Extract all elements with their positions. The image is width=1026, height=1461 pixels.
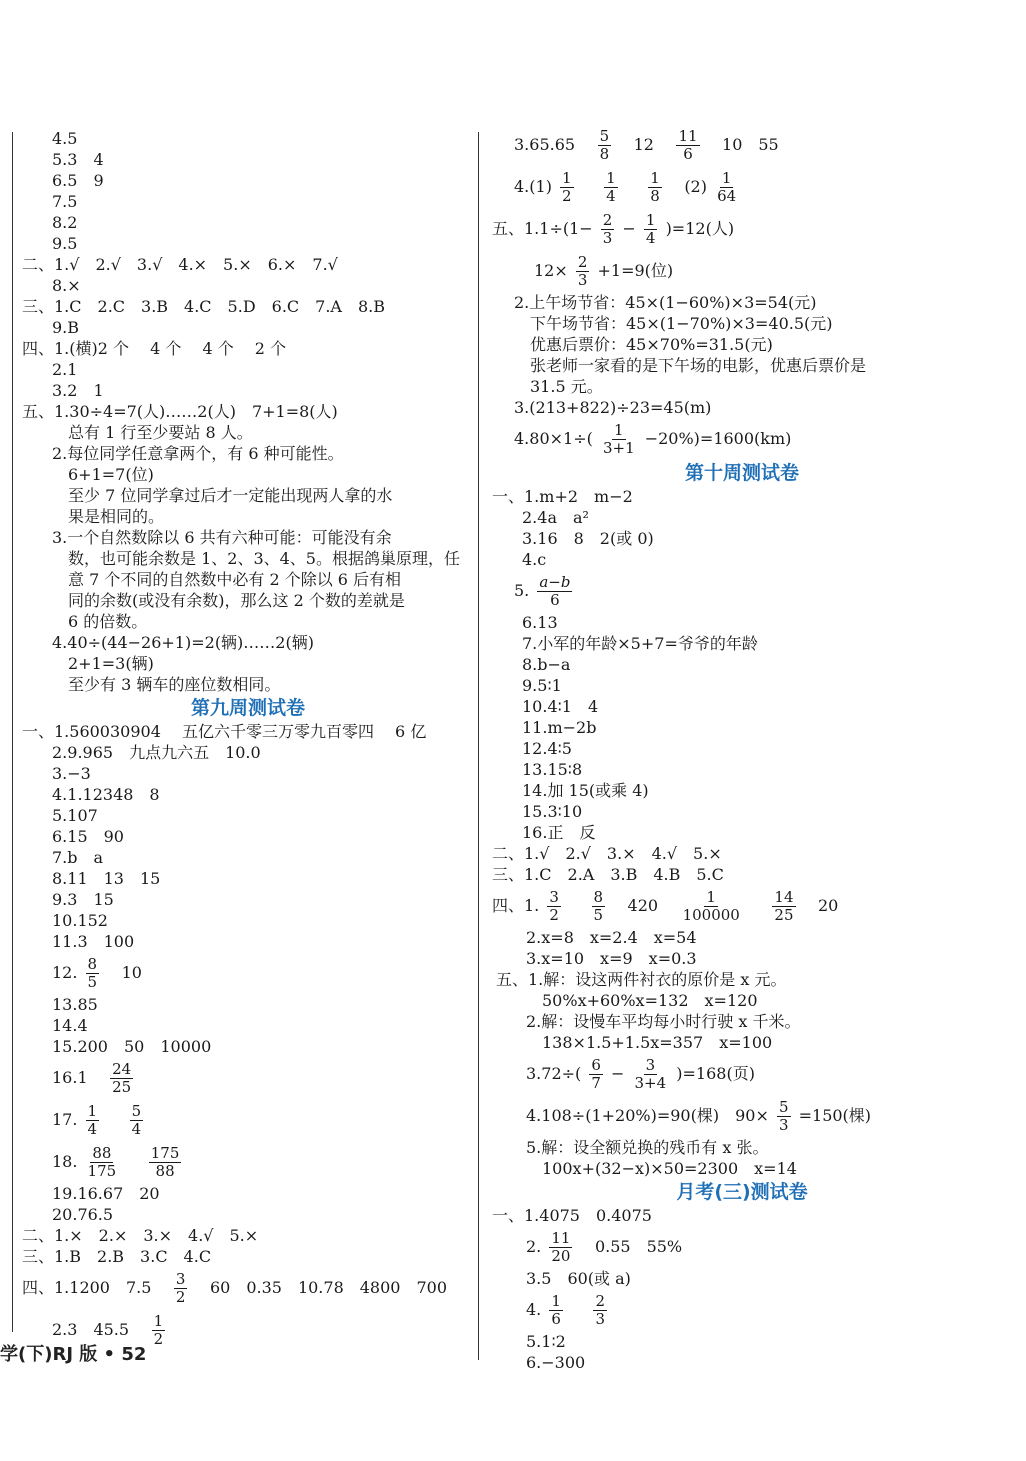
- fraction: $\frac{a-b}{6}$: [539, 573, 571, 609]
- answer-line: 15.200 50 10000: [52, 1037, 212, 1056]
- column-divider: [478, 132, 479, 1360]
- fraction: $\frac{1}{4}$: [87, 1102, 98, 1138]
- answer-line: 下午场节省：45×(1−70%)×3=40.5(元): [530, 314, 833, 333]
- week9-lines-3: [22, 1183, 474, 1267]
- answer-line: 11.3 100: [52, 932, 135, 951]
- fraction: $\frac{3}{2}$: [175, 1270, 186, 1306]
- week10-lines-4: [492, 1137, 992, 1179]
- week10-q5: 5. $\frac{a-b}{6}$: [514, 573, 571, 609]
- answer-line: 果是相同的。: [68, 507, 165, 526]
- answer-line: 4.1.12348 8: [52, 785, 160, 804]
- answer-line: 7.小军的年龄×5+7=爷爷的年龄: [522, 634, 758, 653]
- answer-line: 2.上午场节省：45×(1−60%)×3=54(元): [514, 293, 817, 312]
- fraction: $\frac{175}{88}$: [150, 1144, 180, 1180]
- answer-line: 9.B: [52, 318, 80, 337]
- fraction: $\frac{88}{175}$: [87, 1144, 117, 1180]
- answer-line: 14.加 15(或乘 4): [522, 781, 649, 800]
- answer-line: 6.13: [522, 613, 558, 632]
- answer-line: 5.解：设全额兑换的残币有 x 张。: [526, 1138, 769, 1157]
- answer-line: 5.107: [52, 806, 98, 825]
- answer-line: 6.15 90: [52, 827, 124, 846]
- answer-line: 意 7 个不同的自然数中必有 2 个除以 6 后有相: [68, 570, 402, 589]
- week10-lines-2: [492, 612, 992, 885]
- answer-line: 2.每位同学任意拿两个，有 6 种可能性。: [52, 444, 344, 463]
- answer-line: 100x+(32−x)×50=2300 x=14: [542, 1159, 797, 1178]
- fraction: $\frac{2}{3}$: [595, 1292, 606, 1328]
- answer-line: 8.×: [52, 276, 81, 295]
- fraction: $\frac{5}{8}$: [599, 127, 610, 163]
- answer-line: 2.9.965 九点九六五 10.0: [52, 743, 261, 762]
- week9-q12: 12. $\frac{8}{5}$ 10: [52, 955, 142, 991]
- answer-line: 五、1.30÷4=7(人)……2(人) 7+1=8(人): [22, 402, 338, 421]
- answer-line: 四、1.(横)2 个 4 个 4 个 2 个: [22, 339, 287, 358]
- fraction: $\frac{11}{6}$: [678, 127, 698, 163]
- monthly3-q2: 2. $\frac{11}{20}$ 0.55 55%: [526, 1229, 683, 1265]
- fraction: $\frac{1}{6}$: [551, 1292, 561, 1328]
- answer-line: 6.−300: [526, 1353, 586, 1372]
- answer-line: 3.−3: [52, 764, 91, 783]
- answer-line: 31.5 元。: [530, 377, 603, 396]
- fraction: $\frac{8}{5}$: [87, 955, 98, 991]
- answer-line: 6.5 9: [52, 171, 104, 190]
- fraction: $\frac{1}{2}$: [562, 169, 572, 205]
- week9-q17: 17. $\frac{1}{4}$ $\frac{5}{4}$: [52, 1102, 142, 1138]
- answer-line: 16.正 反: [522, 823, 596, 842]
- answer-line: 一、1.m+2 m−2: [492, 487, 633, 506]
- answer-line: 6+1=7(位): [68, 465, 154, 484]
- answer-line: 5.1∶2: [526, 1332, 566, 1351]
- fraction: $\frac{1}{8}$: [650, 169, 660, 205]
- answer-line: 50%x+60%x=132 x=120: [542, 991, 758, 1010]
- answer-line: 138×1.5+1.5x=357 x=100: [542, 1033, 773, 1052]
- answer-line: 一、1.560030904 五亿六千零三万零九百零四 6 亿: [22, 722, 427, 741]
- right-s5-q1: 五、1.1÷(1− $\frac{2}{3}$ − $\frac{1}{4}$ )=12(人): [492, 211, 735, 247]
- answer-line: 10.4∶1 4: [522, 697, 599, 716]
- left-column: [22, 128, 474, 1351]
- answer-line: 二、1.× 2.× 3.× 4.√ 5.×: [22, 1226, 259, 1245]
- answer-line: 2.4a a²: [522, 508, 589, 527]
- answer-line: 3.2 1: [52, 381, 104, 400]
- answer-line: 5.3 4: [52, 150, 104, 169]
- answer-line: 3.(213+822)÷23=45(m): [514, 398, 712, 417]
- answer-line: 总有 1 行至少要站 8 人。: [68, 423, 253, 442]
- right-q3: 3.65.65 $\frac{5}{8}$ 12 $\frac{11}{6}$ 10 55: [514, 127, 779, 163]
- fraction: $\frac{2}{3}$: [577, 253, 588, 289]
- answer-line: 2.解：设慢车平均每小时行驶 x 千米。: [526, 1012, 801, 1031]
- answer-line: 9.3 15: [52, 890, 114, 909]
- answer-line: 二、1.√ 2.√ 3.× 4.√ 5.×: [492, 844, 722, 863]
- week9-s4-q2: 2.3 45.5 $\frac{1}{2}$: [52, 1312, 164, 1348]
- fraction: $\frac{1}{4}$: [606, 169, 616, 205]
- week9-lines: [22, 721, 474, 952]
- answer-line: 7.5: [52, 192, 78, 211]
- right-s5-q1b: 12× $\frac{2}{3}$ +1=9(位): [534, 253, 674, 289]
- right-q4b: 4.80×1÷( $\frac{1}{3+1}$ −20%)=1600(km): [514, 421, 792, 457]
- fraction: $\frac{1}{4}$: [645, 211, 656, 247]
- left-answer-lines: [22, 128, 474, 695]
- monthly3-lines-2: [492, 1331, 992, 1373]
- fraction: $\frac{14}{25}$: [774, 888, 794, 924]
- answer-line: 8.11 13 15: [52, 869, 161, 888]
- fraction: $\frac{1}{2}$: [153, 1312, 164, 1348]
- fraction: $\frac{6}{7}$: [591, 1056, 601, 1092]
- answer-line: 11.m−2b: [522, 718, 597, 737]
- answer-line: 20.76.5: [52, 1205, 114, 1224]
- answer-line: 优惠后票价：45×70%=31.5(元): [530, 335, 773, 354]
- answer-line: 3.一个自然数除以 6 共有六种可能：可能没有余: [52, 528, 392, 547]
- fraction: $\frac{1}{100000}$: [682, 888, 740, 924]
- fraction: $\frac{2}{3}$: [602, 211, 613, 247]
- answer-line: 4.40÷(44−26+1)=2(辆)……2(辆): [52, 633, 314, 652]
- week10-s4: 四、1. $\frac{3}{2}$ $\frac{8}{5}$ 420 $\frac{1}{100000}$ $\frac{14}{25}$ 20: [492, 888, 839, 924]
- week9-lines-2: [22, 994, 474, 1057]
- week9-s4-q1: 四、1.1200 7.5 $\frac{3}{2}$ 60 0.35 10.78 4800 700: [22, 1270, 448, 1306]
- monthly3-lines: [492, 1205, 992, 1226]
- fraction: $\frac{8}{5}$: [593, 888, 604, 924]
- monthly3-q3: 3.5 60(或 a): [526, 1269, 631, 1288]
- week9-heading: 第九周测试卷: [190, 697, 305, 719]
- answer-line: 五、1.解：设这两件衬衣的原价是 x 元。: [496, 970, 787, 989]
- answer-line: 15.3∶10: [522, 802, 583, 821]
- answer-line: 13.85: [52, 995, 98, 1014]
- answer-line: 8.b−a: [522, 655, 571, 674]
- answer-line: 2.x=8 x=2.4 x=54: [526, 928, 697, 947]
- week10-lines: [492, 486, 992, 570]
- answer-line: 二、1.√ 2.√ 3.√ 4.× 5.× 6.× 7.√: [22, 255, 338, 274]
- answer-line: 三、1.C 2.C 3.B 4.C 5.D 6.C 7.A 8.B: [22, 297, 385, 316]
- answer-line: 三、1.C 2.A 3.B 4.B 5.C: [492, 865, 724, 884]
- week10-lines-3: [492, 927, 992, 1053]
- answer-line: 7.b a: [52, 848, 104, 867]
- fraction: $\frac{5}{4}$: [131, 1102, 142, 1138]
- answer-line: 6 的倍数。: [68, 612, 148, 631]
- monthly3-heading: 月考(三)测试卷: [676, 1181, 808, 1203]
- fraction: $\frac{1}{64}$: [717, 169, 737, 205]
- answer-line: 2.1: [52, 360, 78, 379]
- answer-line: 一、1.4075 0.4075: [492, 1206, 652, 1225]
- fraction: $\frac{1}{3+1}$: [602, 421, 635, 457]
- week10-q4: 4.108÷(1+20%)=90(棵) 90× $\frac{5}{3}$ =150(棵): [526, 1098, 872, 1134]
- answer-line: 4.5: [52, 129, 78, 148]
- right-q4: 4.(1) $\frac{1}{2}$ $\frac{1}{4}$ $\frac{1}{8}$ (2) $\frac{1}{64}$: [514, 169, 737, 205]
- answer-line: 三、1.B 2.B 3.C 4.C: [22, 1247, 212, 1266]
- fraction: $\frac{3}{2}$: [549, 888, 559, 924]
- answer-line: 12.4∶5: [522, 739, 572, 758]
- answer-line: 3.x=10 x=9 x=0.3: [526, 949, 697, 968]
- left-margin-rule: [12, 132, 13, 1332]
- fraction: $\frac{5}{3}$: [778, 1098, 789, 1134]
- right-column: [492, 124, 992, 1373]
- answer-line: 至少有 3 辆车的座位数相同。: [68, 675, 281, 694]
- answer-line: 9.5∶1: [522, 676, 562, 695]
- fraction: $\frac{3}{3+4}$: [634, 1056, 667, 1092]
- answer-line: 14.4: [52, 1016, 88, 1035]
- week10-q3: 3.72÷( $\frac{6}{7}$ − $\frac{3}{3+4}$ )=168(页): [526, 1056, 755, 1092]
- week9-q16: 16.1 $\frac{24}{25}$: [52, 1060, 132, 1096]
- answer-line: 2+1=3(辆): [68, 654, 154, 673]
- answer-line: 同的余数(或没有余数)，那么这 2 个数的差就是: [68, 591, 405, 610]
- answer-line: 数，也可能余数是 1、2、3、4、5。根据鸽巢原理，任: [68, 549, 460, 568]
- fraction: $\frac{24}{25}$: [112, 1060, 132, 1096]
- week9-q18: 18. $\frac{88}{175}$ $\frac{175}{88}$: [52, 1144, 180, 1180]
- monthly3-q4: 4. $\frac{1}{6}$ $\frac{2}{3}$: [526, 1292, 606, 1328]
- answer-line: 至少 7 位同学拿过后才一定能出现两人拿的水: [68, 486, 393, 505]
- week10-heading: 第十周测试卷: [684, 462, 799, 484]
- answer-line: 10.152: [52, 911, 108, 930]
- right-top-lines: [492, 292, 992, 418]
- answer-line: 张老师一家看的是下午场的电影，优惠后票价是: [530, 356, 867, 375]
- answer-line: 3.16 8 2(或 0): [522, 529, 654, 548]
- answer-line: 13.15∶8: [522, 760, 583, 779]
- answer-line: 4.c: [522, 550, 547, 569]
- page-footer: 学(下)RJ 版 • 52: [0, 1344, 147, 1365]
- answer-line: 9.5: [52, 234, 78, 253]
- answer-line: 8.2: [52, 213, 78, 232]
- fraction: $\frac{11}{20}$: [551, 1229, 571, 1265]
- answer-line: 19.16.67 20: [52, 1184, 160, 1203]
